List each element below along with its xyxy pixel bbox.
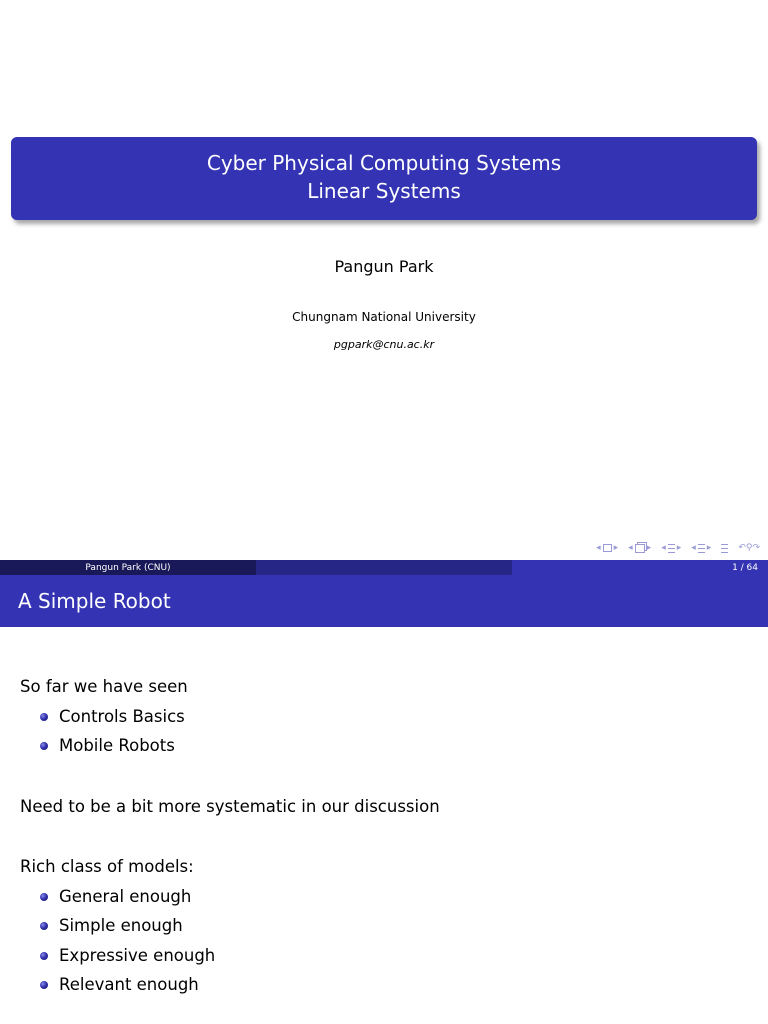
bullet-icon [40, 893, 48, 901]
slide-nav-icon[interactable]: ◂ ▸ [596, 543, 619, 553]
models-list [20, 882, 740, 1000]
frame-title: A Simple Robot [0, 575, 768, 627]
footer-middle [256, 560, 512, 575]
seen-list [20, 702, 740, 761]
toc-nav-icon[interactable] [721, 544, 728, 553]
navigation-symbols [590, 540, 760, 556]
section-nav-icon[interactable]: ◂ ▸ [691, 543, 712, 553]
slide-content [20, 672, 740, 1000]
systematic-text: Need to be a bit more systematic in our discussion [20, 796, 440, 816]
intro-text: So far we have seen [20, 677, 188, 696]
bullet-icon [40, 981, 48, 989]
list-item: Mobile Robots [20, 731, 740, 761]
bullet-icon [40, 742, 48, 750]
list-item: Simple enough [20, 911, 740, 941]
bullet-icon [40, 952, 48, 960]
footer-author: Pangun Park (CNU) [0, 560, 256, 575]
author-email: pgpark@cnu.ac.kr [333, 338, 435, 351]
presentation-subtitle: Linear Systems [307, 179, 461, 203]
bullet-icon [40, 713, 48, 721]
footer-bar [0, 560, 768, 575]
list-item: General enough [20, 882, 740, 912]
author-name: Pangun Park [334, 257, 434, 276]
title-box [11, 137, 757, 220]
frame-nav-icon[interactable]: ◂ ▸ [628, 543, 652, 553]
list-item: Expressive enough [20, 941, 740, 971]
list-item: Controls Basics [20, 702, 740, 732]
institute-name: Chungnam National University [292, 310, 476, 324]
subsection-nav-icon[interactable]: ◂ ▸ [661, 543, 682, 553]
list-item: Relevant enough [20, 970, 740, 1000]
models-intro-text: Rich class of models: [20, 857, 194, 876]
page-number: 1 / 64 [512, 560, 768, 575]
search-icon[interactable]: ↶⚲↷ [738, 543, 760, 553]
presentation-title: Cyber Physical Computing Systems [206, 151, 562, 175]
bullet-icon [40, 922, 48, 930]
